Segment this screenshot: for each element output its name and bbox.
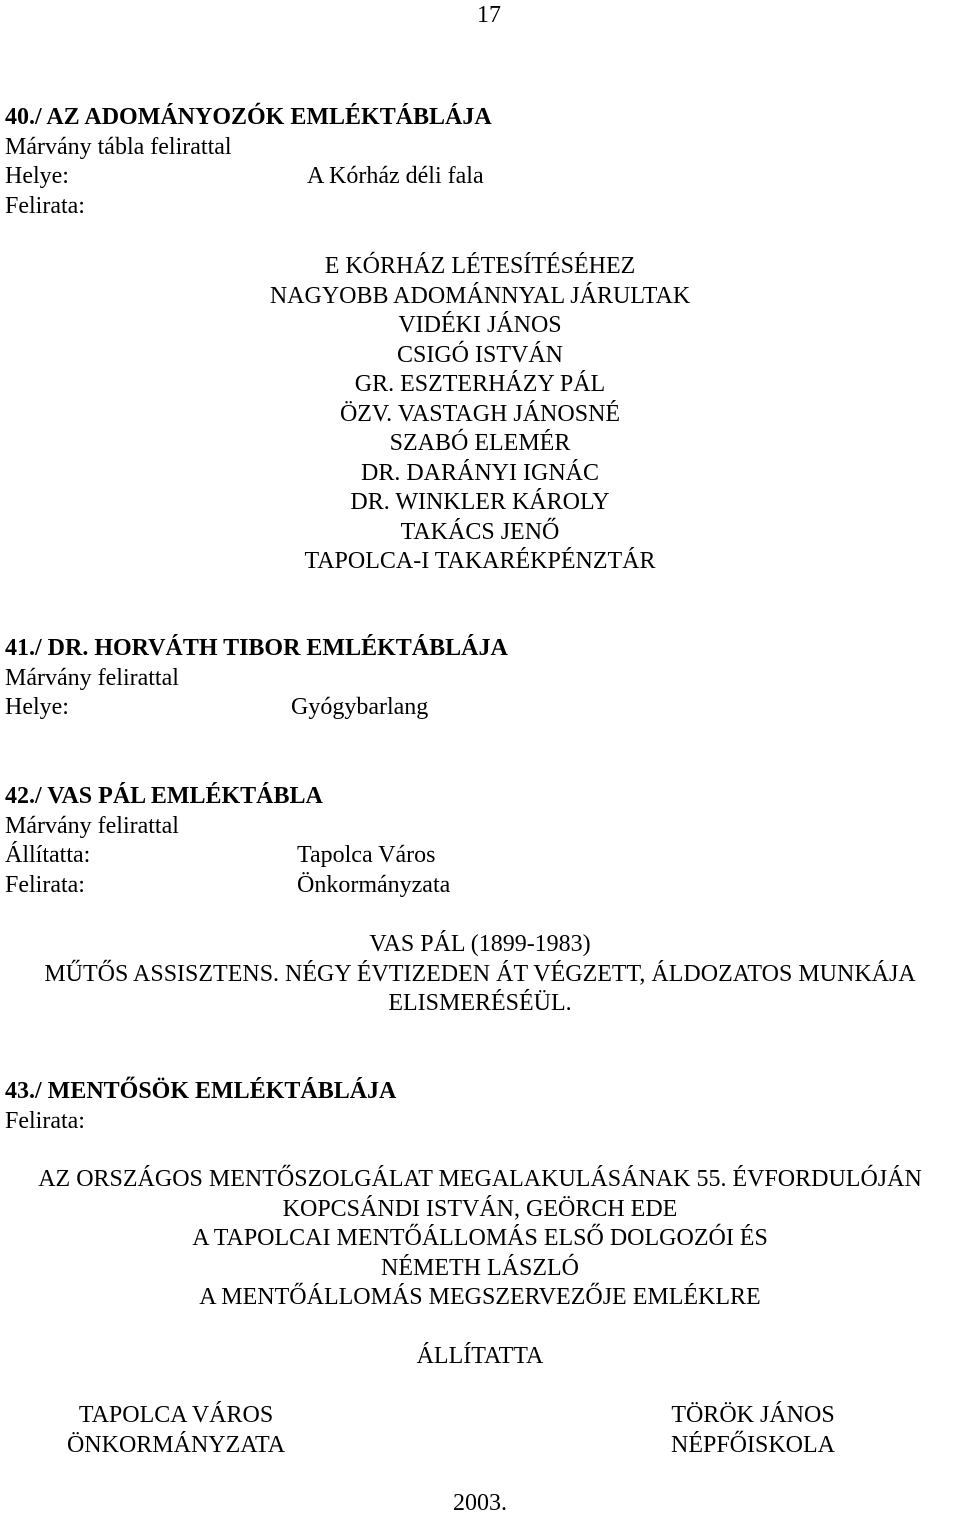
inscription-line: E KÓRHÁZ LÉTESÍTÉSÉHEZ: [324, 253, 636, 279]
section-41-location-row: [5, 693, 508, 723]
section-42: [5, 782, 451, 900]
inscription-line: VIDÉKI JÁNOS: [398, 312, 562, 338]
section-40-subtitle: Márvány tábla felirattal: [5, 133, 232, 160]
year-text: 2003.: [453, 1490, 507, 1516]
location-value: A Kórház déli fala: [307, 163, 484, 189]
section-41: [5, 634, 508, 723]
inscription-line: DR. DARÁNYI IGNÁC: [361, 459, 599, 486]
section-41-subtitle: Márvány felirattal: [5, 664, 179, 691]
section-40-inscription: [0, 252, 960, 577]
section-43-heading: 43./ MENTŐSÖK EMLÉKTÁBLÁJA: [5, 1078, 397, 1104]
section-42-inscription: [0, 930, 960, 1019]
inscription-line: NAGYOBB ADOMÁNNYAL JÁRULTAK: [269, 282, 691, 309]
location-label: Helye:: [5, 163, 69, 189]
inscription-line: VAS PÁL (1899-1983): [369, 931, 591, 957]
erected-text: ÁLLÍTATTA: [416, 1343, 544, 1369]
inscription-label: Felirata:: [5, 1107, 85, 1134]
inscription-line: ÖZV. VASTAGH JÁNOSNÉ: [339, 400, 621, 427]
right-signatory-line: TÖRÖK JÁNOS: [671, 1402, 835, 1428]
section-43-inscription: [0, 1165, 960, 1313]
right-signatory-line: NÉPFŐISKOLA: [670, 1431, 835, 1458]
inscription-line: ELISMERÉSÉÜL.: [388, 990, 572, 1016]
location-label: Helye:: [5, 694, 69, 720]
section-40-heading: 40./ AZ ADOMÁNYOZÓK EMLÉKTÁBLÁJA: [5, 104, 492, 130]
left-signatory: [40, 1401, 312, 1460]
erected-value: Tapolca Város Önkormányzata: [297, 842, 451, 898]
inscription-line: GR. ESZTERHÁZY PÁL: [354, 371, 606, 397]
erected-label: Állítatta:: [5, 842, 91, 868]
inscription-line: SZABÓ ELEMÉR: [389, 430, 571, 456]
inscription-line: NÉMETH LÁSZLÓ: [381, 1254, 579, 1281]
section-43: [5, 1077, 396, 1136]
section-43-erected: [0, 1342, 960, 1372]
inscription-line: DR. WINKLER KÁROLY: [350, 489, 610, 515]
inscription-line: CSIGÓ ISTVÁN: [396, 341, 563, 368]
left-signatory-line: TAPOLCA VÁROS: [78, 1402, 274, 1428]
section-41-heading: 41./ DR. HORVÁTH TIBOR EMLÉKTÁBLÁJA: [5, 635, 508, 661]
inscription-line: A TAPOLCAI MENTŐÁLLOMÁS ELSŐ DOLGOZÓI ÉS: [192, 1225, 768, 1251]
section-40-location-row: [5, 162, 492, 192]
page-number: 17: [477, 2, 501, 28]
section-40: [5, 103, 492, 221]
inscription-line: AZ ORSZÁGOS MENTŐSZOLGÁLAT MEGALAKULÁSÁNAK 55. ÉVFORDULÓJÁN: [38, 1166, 922, 1192]
left-signatory-line: ÖNKORMÁNYZATA: [66, 1431, 286, 1458]
inscription-line: TAKÁCS JENŐ: [400, 518, 560, 545]
section-42-subtitle: Márvány felirattal: [5, 812, 179, 839]
inscription-label: Felirata:: [5, 871, 85, 898]
section-43-year: [0, 1489, 960, 1519]
location-value: Gyógybarlang: [291, 694, 429, 720]
inscription-line: KOPCSÁNDI ISTVÁN, GEÖRCH EDE: [282, 1195, 678, 1222]
inscription-label: Felirata:: [5, 192, 85, 219]
inscription-line: MŰTŐS ASSISZTENS. NÉGY ÉVTIZEDEN ÁT VÉGZETT, ÁLDOZATOS MUNKÁJA: [44, 960, 916, 987]
right-signatory: [646, 1401, 860, 1460]
inscription-line: TAPOLCA-I TAKARÉKPÉNZTÁR: [304, 548, 656, 574]
inscription-line: A MENTŐÁLLOMÁS MEGSZERVEZŐJE EMLÉKLRE: [199, 1284, 761, 1310]
section-42-heading: 42./ VAS PÁL EMLÉKTÁBLA: [5, 783, 323, 809]
